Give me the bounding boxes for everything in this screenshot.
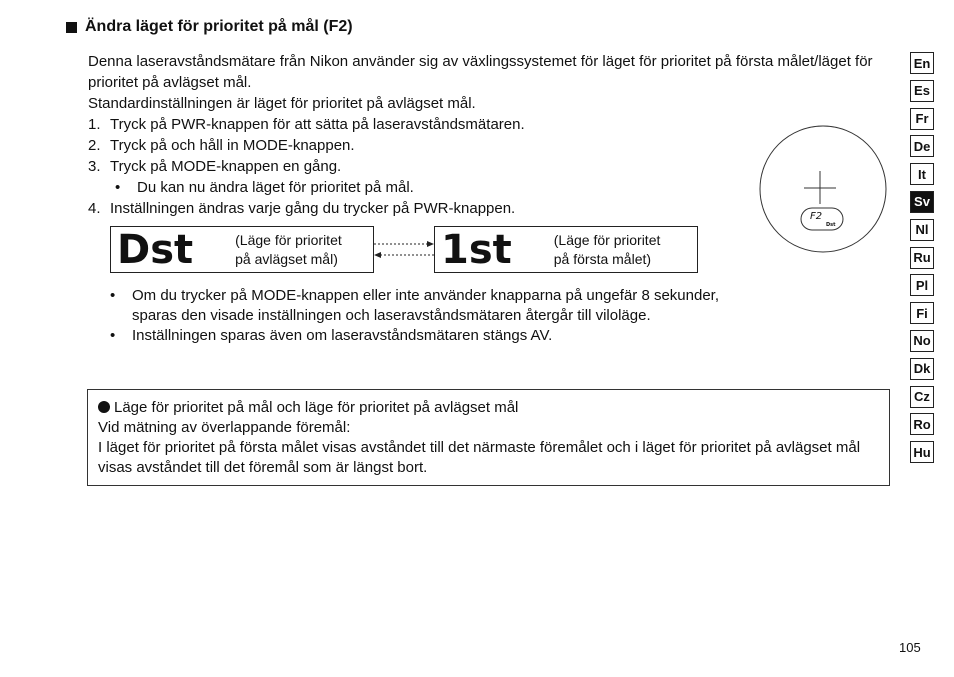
info-box (87, 389, 890, 486)
step-item (88, 198, 525, 219)
intro-paragraph: Denna laseravståndsmätare från Nikon använder sig av växlingssystemet för läget för prioritet på första målet/läget för prioritet på avlägset mål. (88, 53, 873, 91)
lang-tab-cz[interactable]: Cz (910, 386, 934, 408)
step-text: Inställningen ändras varje gång du trycker på PWR-knappen. (110, 200, 516, 217)
steps-list (88, 114, 525, 219)
lang-tab-pl[interactable]: Pl (910, 274, 934, 296)
display-dst-box (110, 226, 374, 273)
bullet-dot-icon: • (115, 179, 121, 196)
bullet-dot-icon: • (110, 287, 116, 304)
lang-tab-ru[interactable]: Ru (910, 247, 934, 269)
lang-tab-sv[interactable]: Sv (910, 191, 934, 213)
display-code-dst: Dst (117, 226, 194, 273)
note-item (110, 286, 720, 326)
caption-line: på första målet) (553, 250, 652, 267)
info-title (98, 398, 879, 418)
lang-tab-ro[interactable]: Ro (910, 413, 934, 435)
note-item (110, 326, 720, 346)
step-item (88, 114, 525, 135)
lang-tab-fi[interactable]: Fi (910, 302, 934, 324)
step-text: Tryck på PWR-knappen för att sätta på laseravståndsmätaren. (110, 116, 525, 133)
caption-line: (Läge för prioritet (235, 231, 342, 248)
info-line: I läget för prioritet på första målet visas avståndet till det närmaste föremålet och i läget för prioritet på avlägset mål visas avståndet till det föremål som är längst bort. (98, 439, 861, 476)
step-number: 3. (88, 158, 101, 175)
step-item (88, 156, 525, 177)
lang-tab-nl[interactable]: Nl (910, 219, 934, 241)
display-code-1st: 1st (441, 226, 512, 273)
viewfinder-illustration (754, 124, 892, 254)
note-text: Om du trycker på MODE-knappen eller inte använder knapparna på ungefär 8 sekunder, sparas den visade inställningen och laseravståndsmätaren återgår till viloläge. (132, 287, 720, 324)
viewfinder-sub-text: Dst (826, 222, 836, 228)
step-sub-bullet (88, 177, 525, 198)
square-bullet-icon (66, 22, 77, 33)
step-number: 4. (88, 200, 101, 217)
note-text: Inställningen sparas även om laseravståndsmätaren stängs AV. (132, 327, 553, 344)
display-caption-dst (235, 231, 342, 269)
lang-tab-en[interactable]: En (910, 52, 934, 74)
filled-circle-icon (98, 401, 110, 413)
intro-text (88, 51, 878, 114)
lang-tab-hu[interactable]: Hu (910, 441, 934, 463)
info-line: Vid mätning av överlappande föremål: (98, 419, 351, 436)
display-1st-box (434, 226, 698, 273)
lang-tab-de[interactable]: De (910, 135, 934, 157)
page-number: 105 (899, 640, 921, 655)
lang-tab-no[interactable]: No (910, 330, 934, 352)
lang-tab-es[interactable]: Es (910, 80, 934, 102)
step-number: 1. (88, 116, 101, 133)
bullet-text: Du kan nu ändra läget för prioritet på mål. (137, 179, 414, 196)
caption-line: (Läge för prioritet (553, 231, 661, 248)
bullet-dot-icon: • (110, 327, 116, 344)
lang-tab-dk[interactable]: Dk (910, 358, 934, 380)
toggle-arrows-icon (374, 236, 434, 262)
heading-text: Ändra läget för prioritet på mål (F2) (85, 18, 353, 35)
lang-tab-it[interactable]: It (910, 163, 934, 185)
intro-paragraph: Standardinställningen är läget för prioritet på avlägset mål. (88, 95, 476, 112)
info-title-text: Läge för prioritet på mål och läge för prioritet på avlägset mål (114, 399, 519, 416)
step-text: Tryck på och håll in MODE-knappen. (110, 137, 355, 154)
caption-line: på avlägset mål) (235, 250, 338, 267)
notes-list (110, 286, 720, 346)
step-number: 2. (88, 137, 101, 154)
viewfinder-mode-text: F2 (810, 211, 823, 222)
step-item (88, 135, 525, 156)
step-text: Tryck på MODE-knappen en gång. (110, 158, 342, 175)
lang-tab-fr[interactable]: Fr (910, 108, 934, 130)
section-heading (66, 18, 353, 36)
display-caption-1st (554, 231, 661, 269)
language-tabs (910, 52, 936, 469)
